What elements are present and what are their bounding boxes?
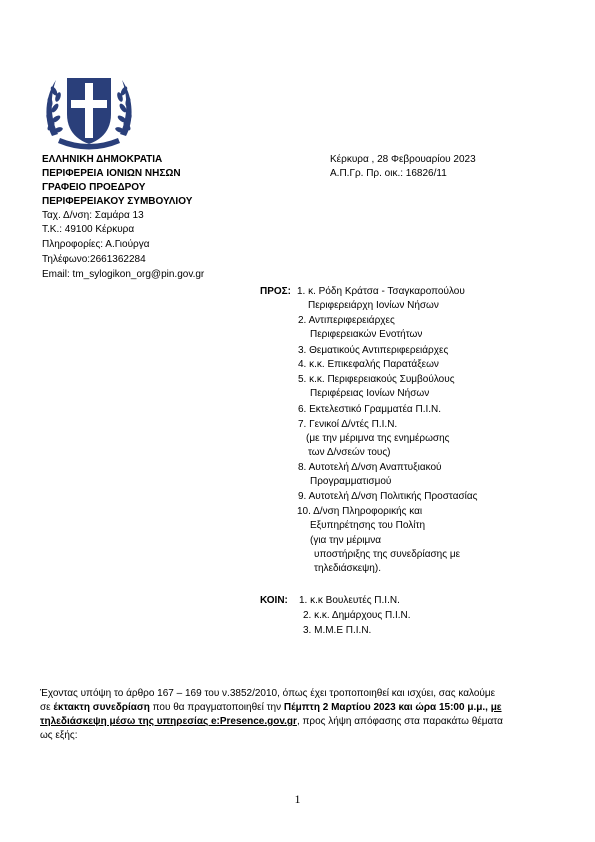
header-phone: Τηλέφωνο:2661362284 bbox=[42, 254, 146, 265]
body-text-segment: που θα πραγματοποιηθεί την bbox=[149, 702, 284, 713]
recipient-line: (με την μέριμνα της ενημέρωσης bbox=[306, 433, 450, 444]
recipient-line: 6. Εκτελεστικό Γραμματέα Π.Ι.Ν. bbox=[298, 404, 442, 415]
recipient-line: των Δ/νσεών τους) bbox=[308, 447, 391, 458]
recipient-line: 10. Δ/νση Πληροφορικής και bbox=[297, 506, 423, 517]
recipient-line: Εξυπηρέτησης του Πολίτη bbox=[310, 520, 426, 531]
cc-line: 2. κ.κ. Δημάρχους Π.Ι.Ν. bbox=[303, 610, 411, 621]
body-text-segment: σε bbox=[40, 702, 54, 713]
header-org-line: ΕΛΛΗΝΙΚΗ ΔΗΜΟΚΡΑΤΙΑ bbox=[42, 154, 163, 165]
emergency-session-text: έκτακτη συνεδρίαση bbox=[53, 702, 150, 713]
recipient-line: Περιφερειακών Ενοτήτων bbox=[310, 329, 423, 340]
recipient-line: 2. Αντιπεριφερειάρχες bbox=[298, 315, 395, 326]
body-line bbox=[40, 715, 556, 729]
recipient-line: 7. Γενικοί Δ/ντές Π.Ι.Ν. bbox=[298, 419, 398, 430]
body-text-segment: , προς λήψη απόφασης στα παρακάτω θέματα bbox=[296, 716, 503, 727]
recipient-line: Περιφέρειας Ιονίων Νήσων bbox=[310, 388, 430, 399]
hellenic-republic-emblem-icon bbox=[42, 66, 136, 156]
header-org-line: ΠΕΡΙΦΕΡΕΙΑ ΙΟΝΙΩΝ ΝΗΣΩΝ bbox=[42, 168, 181, 179]
header-email: Email: tm_sylogikon_org@pin.gov.gr bbox=[42, 269, 205, 280]
header-org-line: ΠΕΡΙΦΕΡΕΙΑΚΟΥ ΣΥΜΒΟΥΛΙΟΥ bbox=[42, 196, 193, 207]
page-number: 1 bbox=[294, 792, 301, 806]
teleconference-text: τηλεδιάσκεψη μέσω της υπηρεσίας e:Presence.gov.gr bbox=[40, 716, 297, 727]
recipient-line: 3. Θεματικούς Αντιπεριφερειάρχες bbox=[298, 345, 449, 356]
header-contact-person: Πληροφορίες: Α.Γιούργα bbox=[42, 239, 150, 250]
body-line bbox=[40, 701, 556, 715]
header-address: Ταχ. Δ/νση: Σαμάρα 13 bbox=[42, 210, 144, 221]
header-postal-code: Τ.Κ.: 49100 Κέρκυρα bbox=[42, 224, 135, 235]
recipients-label: ΠΡΟΣ: bbox=[260, 286, 292, 297]
cc-label: ΚΟΙΝ: bbox=[260, 595, 288, 606]
header-org-line: ΓΡΑΦΕΙΟ ΠΡΟΕΔΡΟΥ bbox=[42, 182, 146, 193]
body-line: Έχοντας υπόψη το άρθρο 167 – 169 του ν.3852/2010, όπως έχει τροποποιηθεί και ισχύει, σας καλούμε bbox=[40, 688, 496, 699]
body-line: ως εξής: bbox=[40, 730, 78, 741]
recipient-line: Περιφερειάρχη Ιονίων Νήσων bbox=[308, 300, 439, 311]
invitation-paragraph bbox=[40, 687, 556, 743]
recipient-line: 9. Αυτοτελή Δ/νση Πολιτικής Προστασίας bbox=[298, 491, 478, 502]
meeting-datetime-text: Πέμπτη 2 Μαρτίου 2023 και ώρα 15:00 μ.μ., bbox=[283, 702, 488, 713]
cc-line: 3. Μ.Μ.Ε Π.Ι.Ν. bbox=[303, 625, 372, 636]
recipient-line: 1. κ. Ρόδη Κράτσα - Τσαγκαροπούλου bbox=[297, 286, 465, 297]
place-date: Κέρκυρα , 28 Φεβρουαρίου 2023 bbox=[330, 154, 476, 165]
recipient-line: 4. κ.κ. Επικεφαλής Παρατάξεων bbox=[298, 359, 439, 370]
recipient-line: (για την μέριμνα bbox=[310, 535, 382, 546]
recipient-line: 5. κ.κ. Περιφερειακούς Συμβούλους bbox=[298, 374, 455, 385]
protocol-number: Α.Π.Γρ. Πρ. οικ.: 16826/11 bbox=[330, 168, 447, 179]
recipient-line: 8. Αυτοτελή Δ/νση Αναπτυξιακού bbox=[298, 462, 442, 473]
recipient-line: Προγραμματισμού bbox=[310, 476, 392, 487]
cc-line: 1. κ.κ Βουλευτές Π.Ι.Ν. bbox=[299, 595, 400, 606]
recipient-line: τηλεδιάσκεψη). bbox=[314, 563, 381, 574]
recipient-line: υποστήριξης της συνεδρίασης με bbox=[314, 549, 461, 560]
teleconference-text: με bbox=[490, 702, 502, 713]
